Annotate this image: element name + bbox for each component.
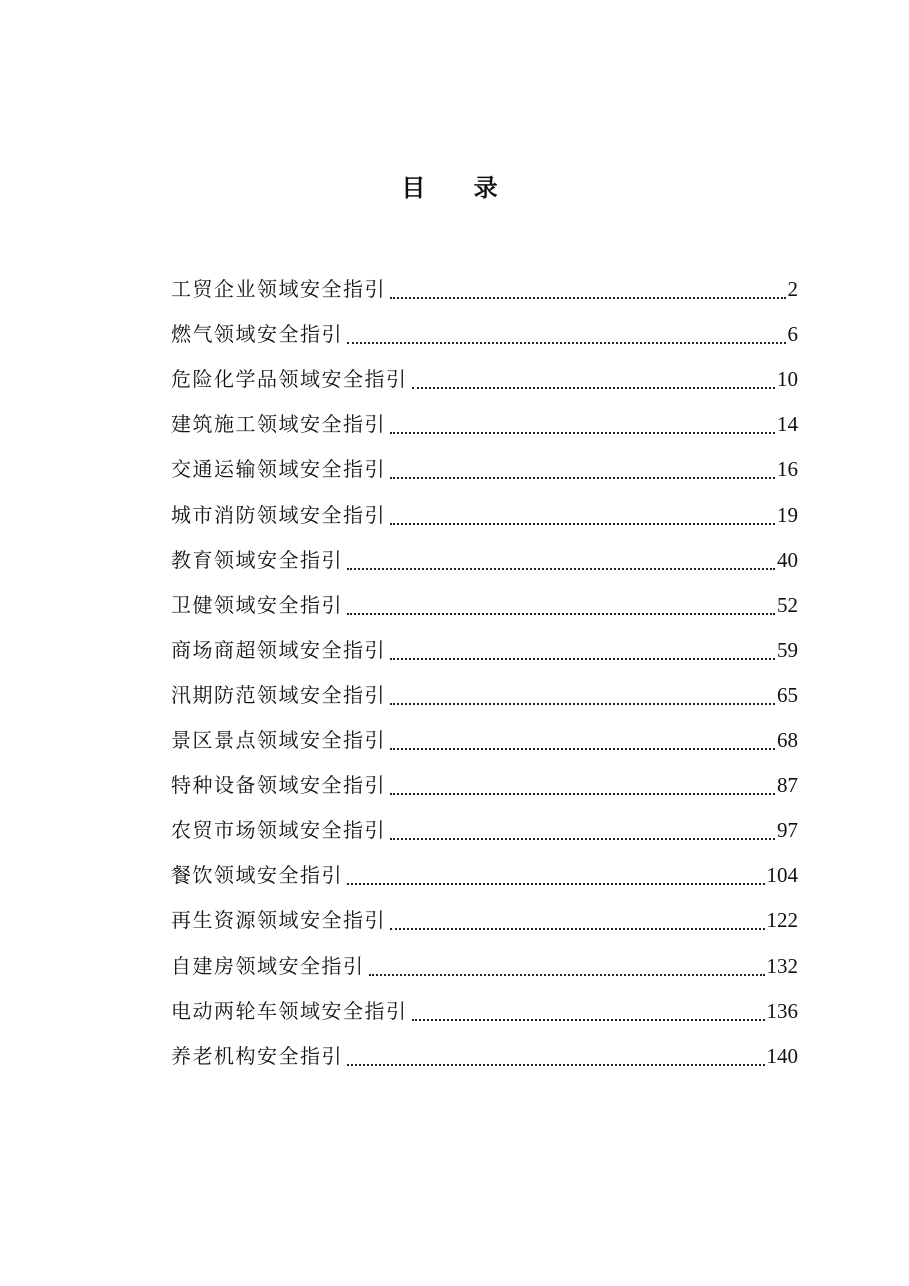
dot-leader — [347, 869, 765, 885]
toc-entry-title: 教育领域安全指引 — [171, 547, 343, 572]
toc-entry-title: 餐饮领域安全指引 — [171, 863, 343, 888]
toc-title: 目 录 — [401, 173, 518, 202]
toc-entry-page: 6 — [787, 322, 798, 347]
dot-leader — [347, 1050, 765, 1066]
dot-leader — [347, 328, 786, 344]
toc-entry-page: 132 — [766, 953, 798, 978]
toc-entry[interactable] — [171, 801, 798, 846]
toc-entry[interactable] — [171, 440, 798, 485]
dot-leader — [390, 689, 775, 705]
toc-entry-page: 97 — [777, 818, 798, 843]
toc-entry-title: 电动两轮车领域安全指引 — [171, 998, 408, 1023]
dot-leader — [412, 373, 776, 389]
toc-entry[interactable] — [171, 350, 798, 395]
toc-entry-page: 52 — [777, 592, 798, 617]
toc-entry-page: 16 — [777, 457, 798, 482]
toc-entry-page: 68 — [777, 728, 798, 753]
toc-entry-page: 14 — [777, 412, 798, 437]
toc-entry[interactable] — [171, 260, 798, 305]
dot-leader — [390, 509, 775, 525]
toc-entry-title: 自建房领域安全指引 — [171, 953, 365, 978]
toc-entry[interactable] — [171, 576, 798, 621]
dot-leader — [390, 283, 786, 299]
toc-entry-title: 特种设备领域安全指引 — [171, 773, 386, 798]
toc-entry-title: 建筑施工领域安全指引 — [171, 412, 386, 437]
toc-entry-title: 养老机构安全指引 — [171, 1043, 343, 1068]
dot-leader — [390, 644, 775, 660]
toc-entry[interactable] — [171, 711, 798, 756]
toc-entry-page: 65 — [777, 682, 798, 707]
toc-entry-page: 10 — [777, 367, 798, 392]
dot-leader — [347, 599, 775, 615]
dot-leader — [390, 914, 765, 930]
toc-entry-title: 商场商超领域安全指引 — [171, 637, 386, 662]
toc-entry[interactable] — [171, 846, 798, 891]
toc-entry[interactable] — [171, 485, 798, 530]
toc-entry-title: 景区景点领域安全指引 — [171, 728, 386, 753]
toc-entry-title: 燃气领域安全指引 — [171, 322, 343, 347]
toc-entry-page: 2 — [787, 277, 798, 302]
toc-entry-page: 136 — [766, 998, 798, 1023]
toc-entry-page: 122 — [766, 908, 798, 933]
dot-leader — [347, 554, 775, 570]
toc-entry[interactable] — [171, 621, 798, 666]
toc-entry[interactable] — [171, 531, 798, 576]
toc-entry[interactable] — [171, 305, 798, 350]
toc-entry-page: 40 — [777, 547, 798, 572]
toc-entry-title: 工贸企业领域安全指引 — [171, 277, 386, 302]
toc-list — [171, 260, 798, 1072]
toc-entry-page: 19 — [777, 502, 798, 527]
toc-entry[interactable] — [171, 666, 798, 711]
dot-leader — [390, 418, 775, 434]
toc-entry[interactable] — [171, 756, 798, 801]
dot-leader — [369, 960, 765, 976]
dot-leader — [390, 463, 775, 479]
dot-leader — [390, 734, 775, 750]
toc-entry[interactable] — [171, 982, 798, 1027]
toc-entry[interactable] — [171, 395, 798, 440]
toc-entry-page: 87 — [777, 773, 798, 798]
toc-entry-title: 农贸市场领域安全指引 — [171, 818, 386, 843]
toc-entry[interactable] — [171, 1027, 798, 1072]
toc-entry-title: 交通运输领域安全指引 — [171, 457, 386, 482]
toc-entry-title: 汛期防范领域安全指引 — [171, 682, 386, 707]
toc-entry[interactable] — [171, 891, 798, 936]
dot-leader — [390, 824, 775, 840]
toc-entry-title: 城市消防领域安全指引 — [171, 502, 386, 527]
toc-entry-title: 卫健领域安全指引 — [171, 592, 343, 617]
toc-entry-page: 140 — [766, 1043, 798, 1068]
toc-entry-title: 危险化学品领域安全指引 — [171, 367, 408, 392]
toc-entry[interactable] — [171, 936, 798, 981]
toc-entry-page: 59 — [777, 637, 798, 662]
toc-entry-page: 104 — [766, 863, 798, 888]
toc-entry-title: 再生资源领域安全指引 — [171, 908, 386, 933]
dot-leader — [390, 779, 775, 795]
dot-leader — [412, 1005, 765, 1021]
